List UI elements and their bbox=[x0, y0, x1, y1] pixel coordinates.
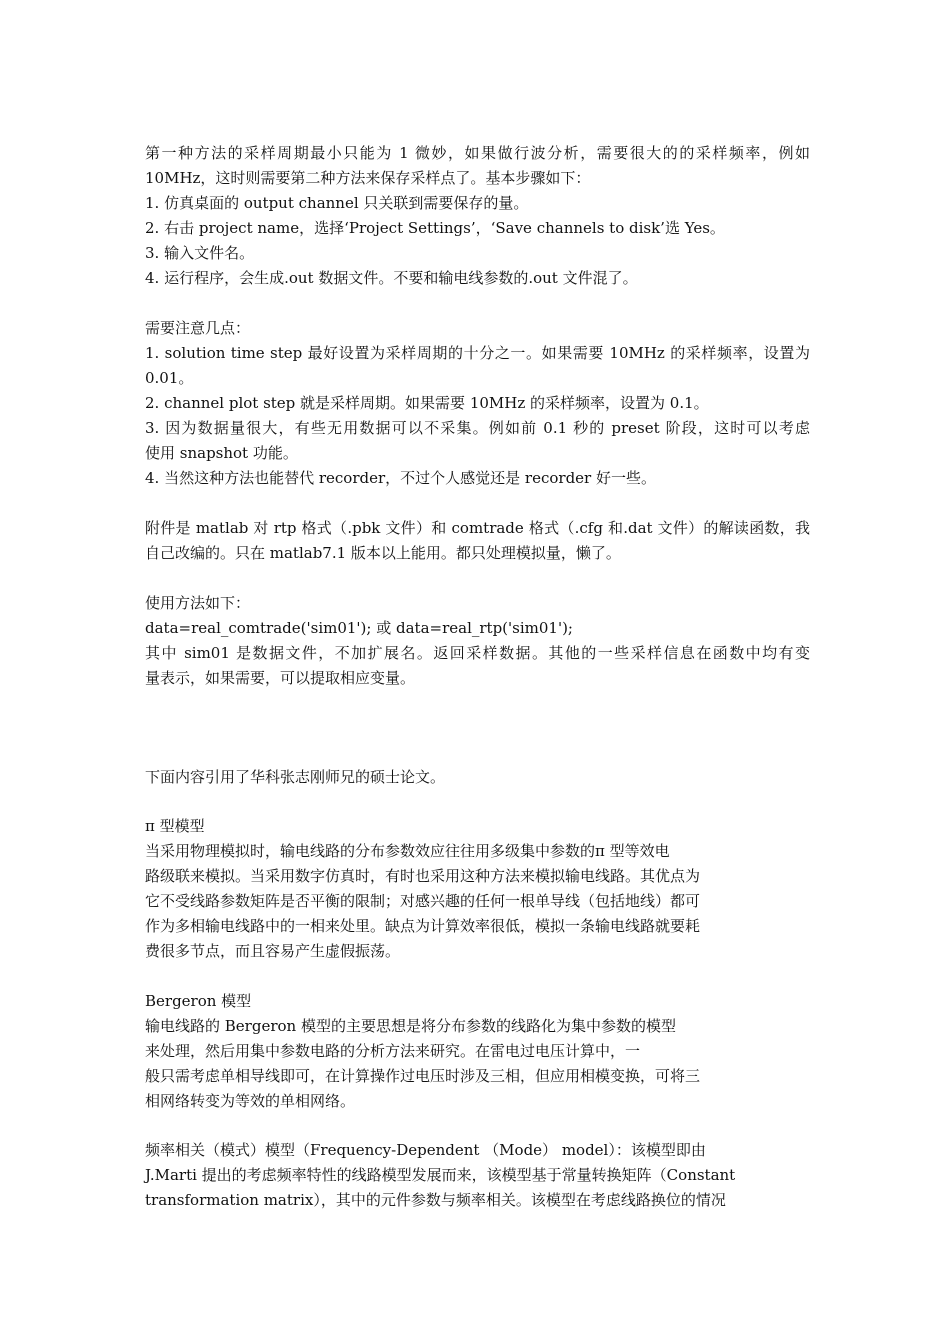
paragraph-line: 量表示，如果需要，可以提取相应变量。 bbox=[145, 669, 416, 687]
paragraph-line: 附件是 matlab 对 rtp 格式（.pbk 文件）和 comtrade 格式（.cfg 和.dat 文件）的解读函数，我 bbox=[145, 519, 810, 537]
paragraph-line: 其中 sim01 是数据文件，不加扩展名。返回采样数据。其他的一些采样信息在函数中均有变 bbox=[145, 644, 810, 662]
paragraph-line: 频率相关（模式）模型（Frequency-Dependent （Mode） model）：该模型即由 bbox=[145, 1141, 706, 1159]
list-item-continuation: 0.01。 bbox=[145, 369, 194, 387]
list-item: 3. 因为数据量很大，有些无用数据可以不采集。例如前 0.1 秒的 preset 阶段，这时可以考虑 bbox=[145, 419, 810, 437]
list-item-continuation: 使用 snapshot 功能。 bbox=[145, 444, 298, 462]
code-line: data=real_comtrade('sim01'); 或 data=real_rtp('sim01'); bbox=[145, 619, 573, 637]
paragraph-line: 10MHz，这时则需要第二种方法来保存采样点了。基本步骤如下： bbox=[145, 169, 591, 187]
section-heading: 使用方法如下： bbox=[145, 594, 251, 612]
paragraph-line: 第一种方法的采样周期最小只能为 1 微妙，如果做行波分析，需要很大的的采样频率，例如 bbox=[145, 144, 810, 162]
list-item: 2. channel plot step 就是采样周期。如果需要 10MHz 的采样频率，设置为 0.1。 bbox=[145, 394, 709, 412]
list-item: 2. 右击 project name，选择‘Project Settings’，‘Save channels to disk’选 Yes。 bbox=[145, 219, 725, 237]
list-item: 4. 当然这种方法也能替代 recorder，不过个人感觉还是 recorder 好一些。 bbox=[145, 469, 656, 487]
section-heading: 需要注意几点： bbox=[145, 319, 251, 337]
paragraph-line: 相网络转变为等效的单相网络。 bbox=[145, 1092, 356, 1110]
paragraph-line: 来处理，然后用集中参数电路的分析方法来研究。在雷电过电压计算中，一 bbox=[145, 1042, 641, 1060]
list-item: 1. solution time step 最好设置为采样周期的十分之一。如果需要 10MHz 的采样频率，设置为 bbox=[145, 344, 810, 362]
list-item: 1. 仿真桌面的 output channel 只关联到需要保存的量。 bbox=[145, 194, 529, 212]
paragraph-line: 自己改编的。只在 matlab7.1 版本以上能用。都只处理模拟量，懒了。 bbox=[145, 544, 621, 562]
list-item: 4. 运行程序，会生成.out 数据文件。不要和输电线参数的.out 文件混了。 bbox=[145, 269, 638, 287]
list-item: 3. 输入文件名。 bbox=[145, 244, 255, 262]
paragraph-line: J.Marti 提出的考虑频率特性的线路模型发展而来，该模型基于常量转换矩阵（Constant bbox=[145, 1166, 736, 1184]
paragraph-line: 作为多相输电线路中的一相来处里。缺点为计算效率很低，模拟一条输电线路就要耗 bbox=[145, 917, 701, 935]
paragraph-line: transformation matrix），其中的元件参数与频率相关。该模型在考虑线路换位的情况 bbox=[145, 1191, 726, 1209]
paragraph-line: 当采用物理模拟时，输电线路的分布参数效应往往用多级集中参数的π 型等效电 bbox=[145, 842, 670, 860]
paragraph-line: 般只需考虑单相导线即可，在计算操作过电压时涉及三相，但应用相模变换，可将三 bbox=[145, 1067, 701, 1085]
paragraph-line: 费很多节点，而且容易产生虚假振荡。 bbox=[145, 942, 401, 960]
paragraph-line: 路级联来模拟。当采用数字仿真时，有时也采用这种方法来模拟输电线路。其优点为 bbox=[145, 867, 701, 885]
paragraph-line: 它不受线路参数矩阵是否平衡的限制；对感兴趣的任何一根单导线（包括地线）都可 bbox=[145, 892, 701, 910]
citation-note: 下面内容引用了华科张志刚师兄的硕士论文。 bbox=[145, 768, 446, 786]
model-title-pi: π 型模型 bbox=[145, 817, 205, 835]
model-title-bergeron: Bergeron 模型 bbox=[145, 992, 252, 1010]
paragraph-line: 输电线路的 Bergeron 模型的主要思想是将分布参数的线路化为集中参数的模型 bbox=[145, 1017, 676, 1035]
